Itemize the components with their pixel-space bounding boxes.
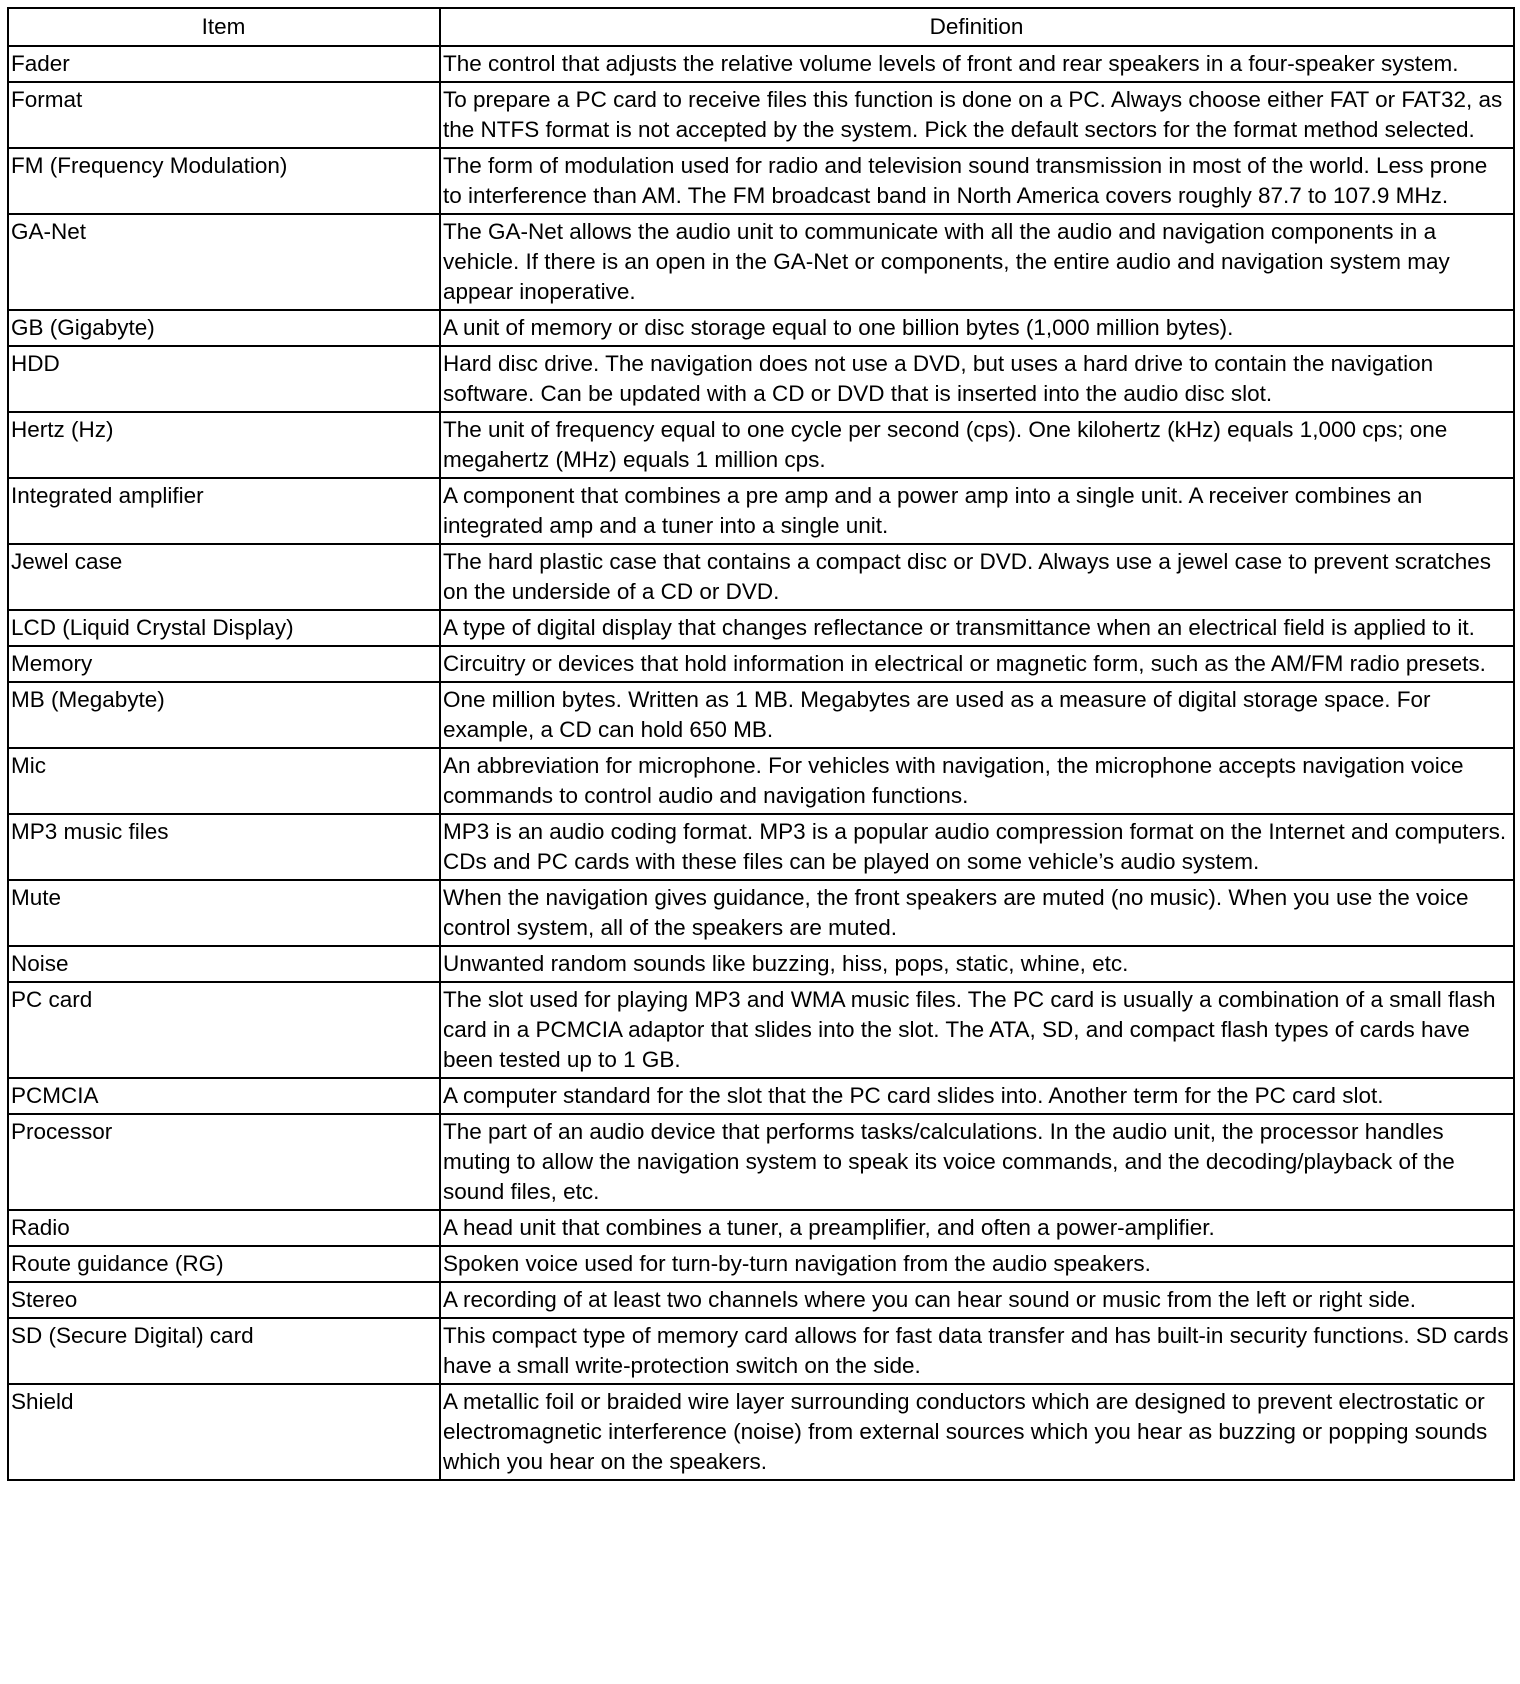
definition-cell: Hard disc drive. The navigation does not use a DVD, but uses a hard drive to contain the navigation software. Can be updated with a CD or DVD that is inserted into the audio disc slot. <box>440 346 1514 412</box>
definition-cell: Spoken voice used for turn-by-turn navigation from the audio speakers. <box>440 1246 1514 1282</box>
item-column-header: Item <box>8 8 440 46</box>
definition-cell: MP3 is an audio coding format. MP3 is a popular audio compression format on the Internet and computers. CDs and PC cards with these files can be played on some vehicle’s audio system. <box>440 814 1514 880</box>
definition-cell: The GA-Net allows the audio unit to communicate with all the audio and navigation components in a vehicle. If there is an open in the GA-Net or components, the entire audio and navigation system may appear inoperative. <box>440 214 1514 310</box>
definition-cell: Unwanted random sounds like buzzing, hiss, pops, static, whine, etc. <box>440 946 1514 982</box>
table-row <box>8 1318 1514 1384</box>
definition-column-header: Definition <box>440 8 1514 46</box>
item-cell: Noise <box>8 946 440 982</box>
table-row <box>8 610 1514 646</box>
table-row <box>8 1282 1514 1318</box>
item-cell: Hertz (Hz) <box>8 412 440 478</box>
table-row <box>8 1384 1514 1480</box>
table-row <box>8 880 1514 946</box>
definition-cell: The part of an audio device that performs tasks/calculations. In the audio unit, the processor handles muting to allow the navigation system to speak its voice commands, and the decoding/playback of the sound files, etc. <box>440 1114 1514 1210</box>
table-row <box>8 1078 1514 1114</box>
definition-cell: A computer standard for the slot that the PC card slides into. Another term for the PC card slot. <box>440 1078 1514 1114</box>
definition-cell: This compact type of memory card allows for fast data transfer and has built-in security functions. SD cards have a small write-protection switch on the side. <box>440 1318 1514 1384</box>
table-header-row <box>8 8 1514 46</box>
definition-cell: A component that combines a pre amp and a power amp into a single unit. A receiver combines an integrated amp and a tuner into a single unit. <box>440 478 1514 544</box>
item-cell: Processor <box>8 1114 440 1210</box>
item-cell: Jewel case <box>8 544 440 610</box>
item-cell: PC card <box>8 982 440 1078</box>
item-cell: LCD (Liquid Crystal Display) <box>8 610 440 646</box>
item-cell: Mic <box>8 748 440 814</box>
definition-cell: The control that adjusts the relative volume levels of front and rear speakers in a four-speaker system. <box>440 46 1514 82</box>
definition-cell: To prepare a PC card to receive files this function is done on a PC. Always choose either FAT or FAT32, as the NTFS format is not accepted by the system. Pick the default sectors for the format method selected. <box>440 82 1514 148</box>
item-cell: MP3 music files <box>8 814 440 880</box>
glossary-table <box>7 7 1515 1481</box>
item-cell: Format <box>8 82 440 148</box>
table-row <box>8 682 1514 748</box>
item-cell: FM (Frequency Modulation) <box>8 148 440 214</box>
item-cell: Radio <box>8 1210 440 1246</box>
table-row <box>8 814 1514 880</box>
table-row <box>8 478 1514 544</box>
item-cell: Shield <box>8 1384 440 1480</box>
definition-cell: A metallic foil or braided wire layer surrounding conductors which are designed to prevent electrostatic or electromagnetic interference (noise) from external sources which you hear as buzzing or popping sounds which you hear on the speakers. <box>440 1384 1514 1480</box>
item-cell: Integrated amplifier <box>8 478 440 544</box>
definition-cell: A recording of at least two channels where you can hear sound or music from the left or right side. <box>440 1282 1514 1318</box>
definition-cell: Circuitry or devices that hold information in electrical or magnetic form, such as the AM/FM radio presets. <box>440 646 1514 682</box>
definition-cell: The slot used for playing MP3 and WMA music files. The PC card is usually a combination of a small flash card in a PCMCIA adaptor that slides into the slot. The ATA, SD, and compact flash types of cards have been tested up to 1 GB. <box>440 982 1514 1078</box>
item-cell: Mute <box>8 880 440 946</box>
definition-cell: A type of digital display that changes reflectance or transmittance when an electrical field is applied to it. <box>440 610 1514 646</box>
table-row <box>8 346 1514 412</box>
table-row <box>8 310 1514 346</box>
document-page <box>7 7 1513 1481</box>
table-row <box>8 1210 1514 1246</box>
table-row <box>8 82 1514 148</box>
table-row <box>8 646 1514 682</box>
definition-cell: The form of modulation used for radio and television sound transmission in most of the world. Less prone to interference than AM. The FM broadcast band in North America covers roughly 87.7 to 107.9 MHz. <box>440 148 1514 214</box>
item-cell: GA-Net <box>8 214 440 310</box>
table-row <box>8 148 1514 214</box>
table-row <box>8 748 1514 814</box>
definition-cell: The unit of frequency equal to one cycle per second (cps). One kilohertz (kHz) equals 1,000 cps; one megahertz (MHz) equals 1 million cps. <box>440 412 1514 478</box>
table-row <box>8 982 1514 1078</box>
glossary-body <box>8 46 1514 1480</box>
item-cell: GB (Gigabyte) <box>8 310 440 346</box>
definition-cell: A unit of memory or disc storage equal to one billion bytes (1,000 million bytes). <box>440 310 1514 346</box>
definition-cell: The hard plastic case that contains a compact disc or DVD. Always use a jewel case to prevent scratches on the underside of a CD or DVD. <box>440 544 1514 610</box>
item-cell: MB (Megabyte) <box>8 682 440 748</box>
table-row <box>8 1246 1514 1282</box>
item-cell: SD (Secure Digital) card <box>8 1318 440 1384</box>
table-row <box>8 946 1514 982</box>
item-cell: PCMCIA <box>8 1078 440 1114</box>
item-cell: Stereo <box>8 1282 440 1318</box>
table-row <box>8 214 1514 310</box>
table-row <box>8 412 1514 478</box>
item-cell: Route guidance (RG) <box>8 1246 440 1282</box>
item-cell: Fader <box>8 46 440 82</box>
item-cell: Memory <box>8 646 440 682</box>
item-cell: HDD <box>8 346 440 412</box>
definition-cell: An abbreviation for microphone. For vehicles with navigation, the microphone accepts navigation voice commands to control audio and navigation functions. <box>440 748 1514 814</box>
table-row <box>8 1114 1514 1210</box>
definition-cell: One million bytes. Written as 1 MB. Megabytes are used as a measure of digital storage space. For example, a CD can hold 650 MB. <box>440 682 1514 748</box>
definition-cell: When the navigation gives guidance, the front speakers are muted (no music). When you use the voice control system, all of the speakers are muted. <box>440 880 1514 946</box>
table-row <box>8 544 1514 610</box>
table-row <box>8 46 1514 82</box>
definition-cell: A head unit that combines a tuner, a preamplifier, and often a power-amplifier. <box>440 1210 1514 1246</box>
